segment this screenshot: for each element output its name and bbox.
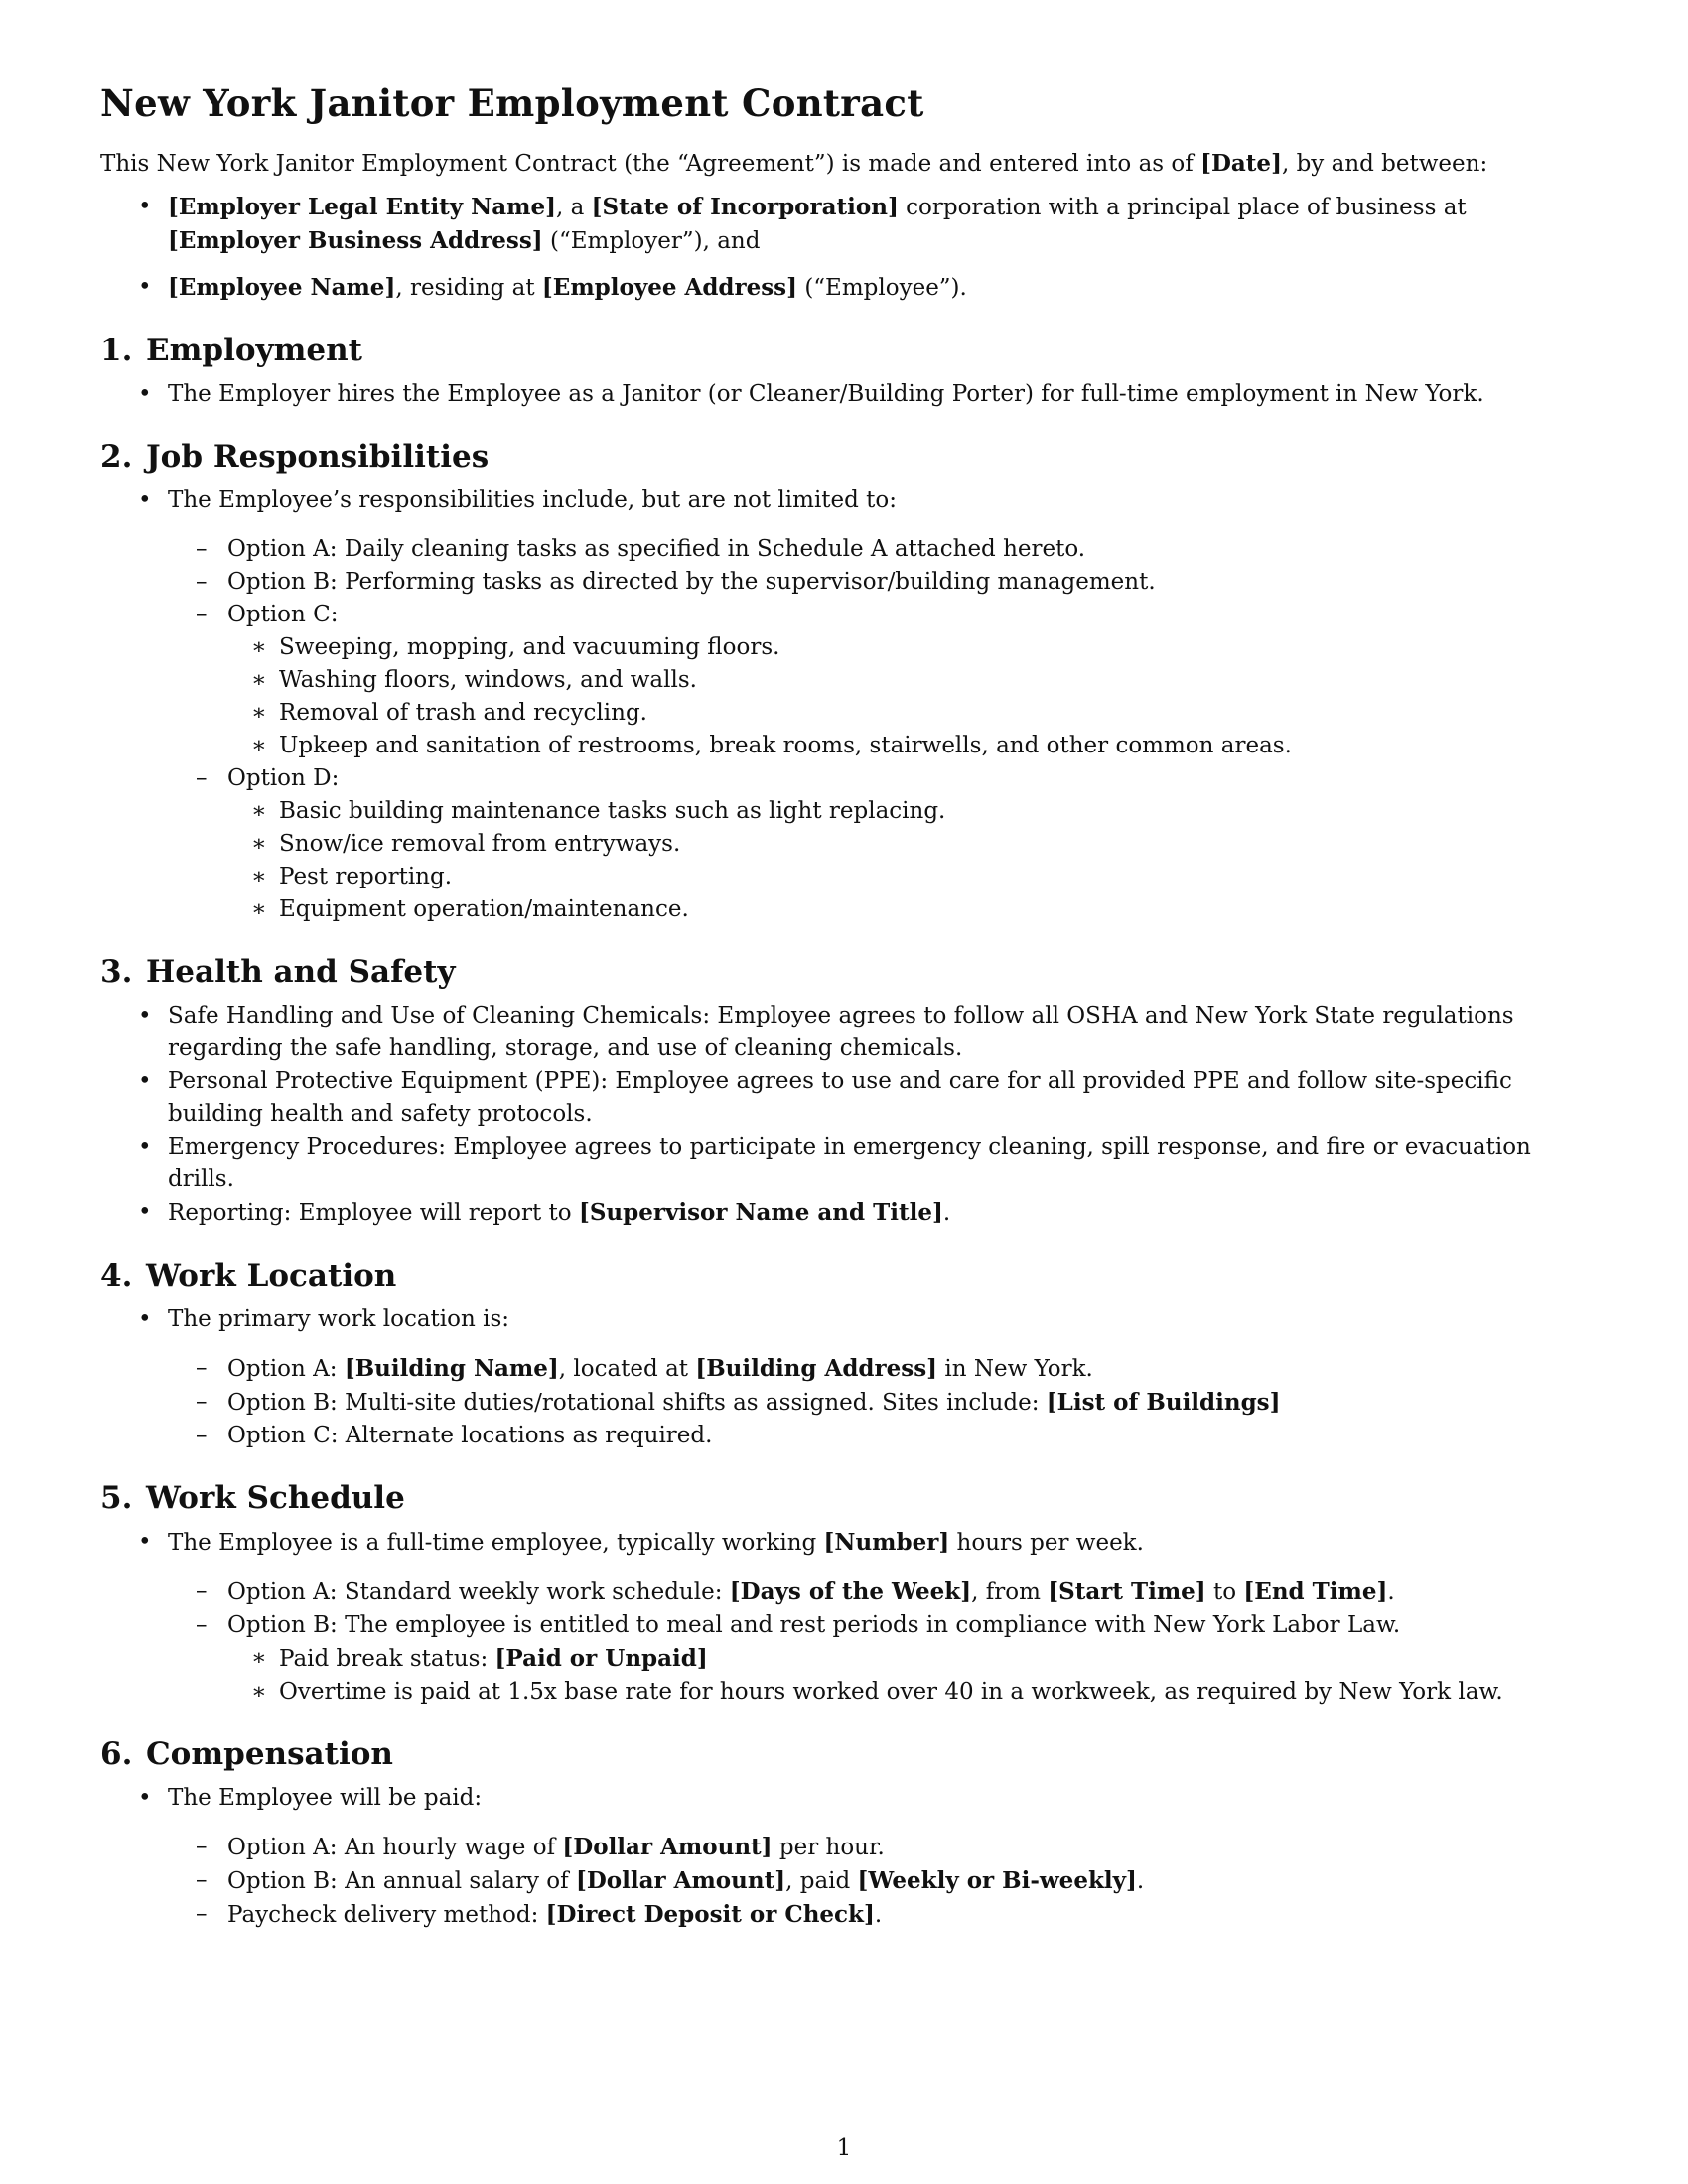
- employer-name-placeholder: [Employer Legal Entity Name]: [168, 194, 556, 220]
- section-heading: [100, 1478, 1590, 1518]
- intro-text-end: , by and between:: [1281, 151, 1488, 177]
- section-heading: [100, 1734, 1590, 1774]
- list-item: ∗ Sweeping, mopping, and vacuuming floors.: [100, 631, 1590, 664]
- text: per hour.: [772, 1835, 885, 1860]
- employee-address-placeholder: [Employee Address]: [541, 274, 798, 301]
- option-list: [100, 533, 1590, 631]
- option-d-items: [100, 795, 1590, 926]
- option-b: – Option B: The employee is entitled to meal and rest periods in compliance with New York Labor Law.: [100, 1609, 1590, 1642]
- option-a: [100, 1831, 1590, 1864]
- section-job-responsibilities: [100, 437, 1590, 926]
- section-heading: [100, 331, 1590, 370]
- text: The Employee is a full-time employee, typically working: [168, 1530, 824, 1556]
- option-a: – Option A: Daily cleaning tasks as specified in Schedule A attached hereto.: [100, 533, 1590, 566]
- text: Paid break status:: [279, 1646, 495, 1672]
- delivery-method-placeholder: [Direct Deposit or Check]: [545, 1901, 875, 1928]
- bullet-list: [100, 378, 1590, 411]
- section-title: Employment: [146, 333, 362, 368]
- document-title: New York Janitor Employment Contract: [100, 81, 924, 125]
- state-placeholder: [State of Incorporation]: [591, 194, 899, 220]
- list-item: ∗ Snow/ice removal from entryways.: [100, 828, 1590, 861]
- section-heading: [100, 1256, 1590, 1296]
- option-c: [100, 1898, 1590, 1932]
- text: (“Employee”).: [797, 275, 967, 301]
- section-number: 3.: [100, 954, 133, 990]
- section-number: 1.: [100, 333, 133, 368]
- option-a: [100, 1575, 1590, 1609]
- start-time-placeholder: [Start Time]: [1048, 1578, 1206, 1605]
- list-item: [100, 1196, 1590, 1230]
- option-c-items: [100, 631, 1590, 762]
- employer-address-placeholder: [Employer Business Address]: [168, 227, 543, 254]
- intro-paragraph: [100, 147, 1590, 181]
- text: .: [942, 1200, 951, 1226]
- list-item: ∗ Pest reporting.: [100, 861, 1590, 893]
- list-item: • Personal Protective Equipment (PPE): Employee agrees to use and care for all provided PPE and follow site-specific building health and safety protocols.: [100, 1065, 1590, 1131]
- bullet-list: [100, 1000, 1590, 1230]
- list-item: • Safe Handling and Use of Cleaning Chemicals: Employee agrees to follow all OSHA and New York State regulations regarding the safe handling, storage, and use of cleaning chemicals.: [100, 1000, 1590, 1065]
- date-placeholder: [Date]: [1200, 150, 1282, 177]
- text: Option B: An annual salary of: [227, 1868, 576, 1894]
- option-b: [100, 1864, 1590, 1898]
- text: to: [1205, 1579, 1244, 1605]
- option-list: [100, 1352, 1590, 1452]
- section-work-location: [100, 1256, 1590, 1452]
- list-item: • The primary work location is:: [100, 1303, 1590, 1336]
- section-number: 2.: [100, 439, 133, 475]
- section-health-safety: [100, 952, 1590, 1230]
- text: Paycheck delivery method:: [227, 1902, 546, 1928]
- option-c: – Option C: Alternate locations as required.: [100, 1420, 1590, 1452]
- building-name-placeholder: [Building Name]: [344, 1355, 559, 1382]
- text: Option A: Standard weekly work schedule:: [227, 1579, 730, 1605]
- paid-status-placeholder: [Paid or Unpaid]: [494, 1645, 708, 1672]
- list-item: [100, 1526, 1590, 1560]
- option-list: [100, 1831, 1590, 1932]
- text: .: [1387, 1579, 1395, 1605]
- option-c: – Option C:: [100, 599, 1590, 631]
- pay-frequency-placeholder: [Weekly or Bi-weekly]: [857, 1867, 1137, 1894]
- bullet-list: [100, 1526, 1590, 1560]
- option-b: – Option B: Performing tasks as directed by the supervisor/building management.: [100, 566, 1590, 599]
- text: corporation with a principal place of business at: [898, 195, 1467, 220]
- section-number: 4.: [100, 1258, 133, 1294]
- bullet-list: [100, 1303, 1590, 1336]
- list-item: ∗ Removal of trash and recycling.: [100, 697, 1590, 730]
- section-work-schedule: [100, 1478, 1590, 1708]
- section-number: 5.: [100, 1480, 133, 1516]
- supervisor-placeholder: [Supervisor Name and Title]: [578, 1199, 943, 1226]
- text: Option A:: [227, 1356, 345, 1382]
- list-item: ∗ Washing floors, windows, and walls.: [100, 664, 1590, 697]
- text: , paid: [785, 1868, 858, 1894]
- list-item: • The Employee’s responsibilities include, but are not limited to:: [100, 484, 1590, 517]
- section-employment: [100, 331, 1590, 411]
- option-b-items: [100, 1642, 1590, 1708]
- bullet-list: [100, 1782, 1590, 1815]
- list-item: • The Employee will be paid:: [100, 1782, 1590, 1815]
- end-time-placeholder: [End Time]: [1243, 1578, 1388, 1605]
- section-title: Health and Safety: [146, 954, 456, 990]
- buildings-list-placeholder: [List of Buildings]: [1046, 1389, 1281, 1416]
- section-heading: [100, 952, 1590, 992]
- parties-list: [100, 191, 1590, 305]
- list-item: ∗ Equipment operation/maintenance.: [100, 893, 1590, 926]
- bullet-list: [100, 484, 1590, 517]
- section-title: Compensation: [146, 1736, 393, 1772]
- document-page: [100, 81, 1590, 1932]
- text: Option A: An hourly wage of: [227, 1835, 563, 1860]
- option-list: [100, 1575, 1590, 1642]
- text: .: [874, 1902, 883, 1928]
- dollar-amount-placeholder: [Dollar Amount]: [562, 1834, 773, 1860]
- section-title: Work Location: [146, 1258, 397, 1294]
- list-item: ∗ Basic building maintenance tasks such as light replacing.: [100, 795, 1590, 828]
- text: , located at: [558, 1356, 696, 1382]
- section-heading: [100, 437, 1590, 477]
- text: , residing at: [395, 275, 542, 301]
- text: (“Employer”), and: [542, 228, 761, 254]
- text: .: [1136, 1868, 1145, 1894]
- dollar-amount-placeholder: [Dollar Amount]: [575, 1867, 786, 1894]
- text: , a: [555, 195, 592, 220]
- list-item: ∗ Upkeep and sanitation of restrooms, break rooms, stairwells, and other common areas.: [100, 730, 1590, 762]
- text: hours per week.: [949, 1530, 1144, 1556]
- option-b: [100, 1386, 1590, 1420]
- text: , from: [971, 1579, 1049, 1605]
- text: Option B: Multi-site duties/rotational shifts as assigned. Sites include:: [227, 1390, 1047, 1416]
- section-title: Work Schedule: [146, 1480, 405, 1516]
- option-a: [100, 1352, 1590, 1386]
- list-item: ∗ Overtime is paid at 1.5x base rate for hours worked over 40 in a workweek, as required by New York law.: [100, 1676, 1590, 1708]
- section-number: 6.: [100, 1736, 133, 1772]
- days-placeholder: [Days of the Week]: [729, 1578, 972, 1605]
- intro-text: This New York Janitor Employment Contract (the “Agreement”) is made and entered into as of: [100, 151, 1201, 177]
- text: in New York.: [937, 1356, 1093, 1382]
- list-item: [100, 1642, 1590, 1676]
- hours-placeholder: [Number]: [823, 1529, 950, 1556]
- text: Reporting: Employee will report to: [168, 1200, 579, 1226]
- party-employee: [100, 271, 1590, 305]
- list-item: • The Employer hires the Employee as a Janitor (or Cleaner/Building Porter) for full-time employment in New York.: [100, 378, 1590, 411]
- employee-name-placeholder: [Employee Name]: [168, 274, 396, 301]
- page-number: 1: [836, 2135, 852, 2161]
- section-title: Job Responsibilities: [146, 439, 490, 475]
- section-compensation: [100, 1734, 1590, 1932]
- building-address-placeholder: [Building Address]: [695, 1355, 938, 1382]
- party-employer: [100, 191, 1590, 258]
- list-item: • Emergency Procedures: Employee agrees to participate in emergency cleaning, spill response, and fire or evacuation drills.: [100, 1131, 1590, 1196]
- option-list: [100, 762, 1590, 795]
- option-d: – Option D:: [100, 762, 1590, 795]
